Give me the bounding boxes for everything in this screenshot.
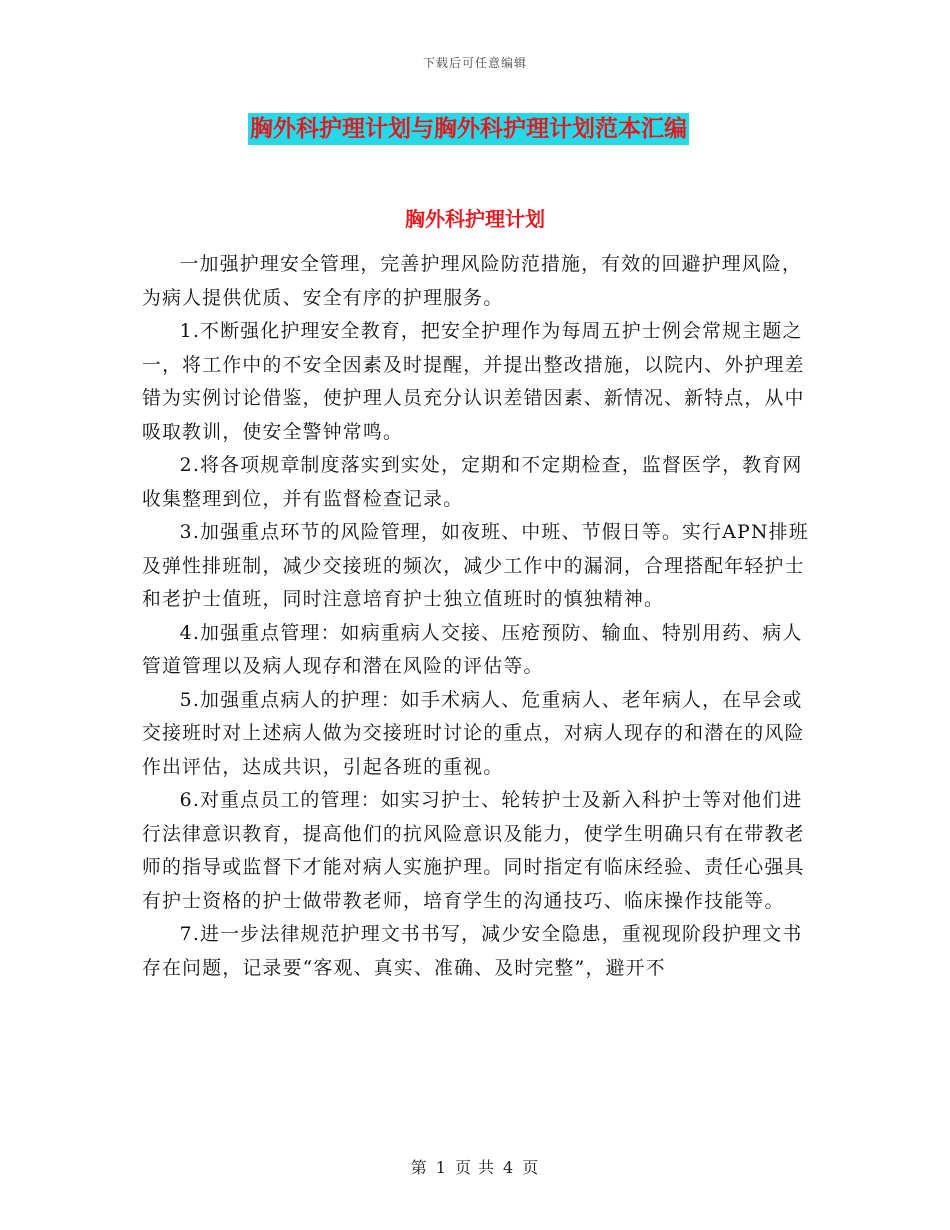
main-title: 胸外科护理计划与胸外科护理计划范本汇编 (248, 113, 689, 145)
footer-total-pages: 4 (503, 1158, 515, 1177)
body-text (142, 248, 814, 985)
paragraph-3: 3.加强重点环节的风险管理，如夜班、中班、节假日等。实行APN排班及弹性排班制，减少交接班的频次，减少工作中的漏洞，合理搭配年轻护士和老护士值班，同时注意培育护士独立值班时的慎独精神。 (142, 522, 809, 610)
paragraph-7: 7.进一步法律规范护理文书书写，减少安全隐患，重视现阶段护理文书存在问题，记录要“客观、真实、准确、及时完整”，避开不 (142, 924, 803, 979)
footer-middle: 页 共 (454, 1158, 496, 1177)
paragraph-5: 5.加强重点病人的护理：如手术病人、危重病人、老年病人，在早会或交接班时对上述病人做为交接班时讨论的重点，对病人现存的和潜在的风险作出评估，达成共识，引起各班的重视。 (142, 689, 805, 778)
page-footer (0, 1155, 950, 1178)
footer-page-number: 1 (435, 1158, 447, 1177)
paragraph-1: 1.不断强化护理安全教育，把安全护理作为每周五护士例会常规主题之一，将工作中的不安全因素及时提醒，并提出整改措施，以院内、外护理差错为实例讨论借鉴，使护理人员充分认识差错因素、新情况、新特点，从中吸取教训，使安全警钟常鸣。 (142, 321, 805, 443)
footer-suffix: 页 (522, 1158, 540, 1177)
paragraph-6: 6.对重点员工的管理：如实习护士、轮转护士及新入科护士等对他们进行法律意识教育，提高他们的抗风险意识及能力，使学生明确只有在带教老师的指导或监督下才能对病人实施护理。同时指定有临床经验、责任心强具有护士资格的护士做带教老师，培育学生的沟通技巧、临床操作技能等。 (142, 790, 805, 912)
header-note: 下载后可任意编辑 (422, 56, 527, 70)
section-title: 胸外科护理计划 (405, 207, 545, 231)
paragraph-2: 2.将各项规章制度落实到实处，定期和不定期检查，监督医学，教育网收集整理到位，并有监督检查记录。 (142, 455, 803, 510)
paragraph-4: 4.加强重点管理：如病重病人交接、压疮预防、输血、特别用药、病人管道管理以及病人现存和潜在风险的评估等。 (142, 622, 803, 677)
paragraph-intro: 一加强护理安全管理，完善护理风险防范措施，有效的回避护理风险，为病人提供优质、安全有序的护理服务。 (142, 254, 803, 309)
footer-prefix: 第 (410, 1158, 428, 1177)
